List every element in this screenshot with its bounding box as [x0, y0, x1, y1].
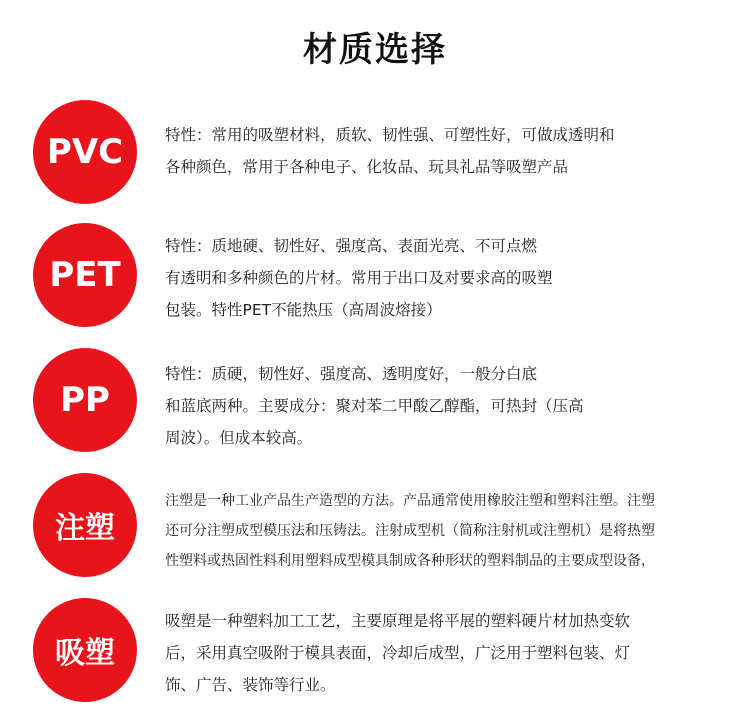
process-description-injection	[165, 486, 655, 576]
description-line: 还可分注塑成型模压法和压铸法。注射成型机（简称注射机或注塑机）是将热塑	[165, 523, 655, 539]
material-description-pp	[165, 358, 584, 454]
material-description-pet	[165, 230, 553, 326]
description-line: 包装。特性PET不能热压（高周波熔接）	[165, 301, 442, 319]
description-line: 注塑是一种工业产品生产造型的方法。产品通常使用橡胶注塑和塑料注塑。注塑	[165, 493, 655, 509]
description-line: 有透明和多种颜色的片材。常用于出口及对要求高的吸塑	[165, 269, 553, 287]
page-title: 材质选择	[303, 30, 447, 70]
description-line: 周波）。但成本较高。	[165, 429, 313, 447]
process-badge-injection: 注塑	[33, 473, 137, 577]
description-line: 吸塑是一种塑料加工工艺，主要原理是将平展的塑料硬片材加热变软	[165, 612, 631, 630]
material-badge-pp: PP	[33, 348, 137, 452]
description-line: 特性：质硬，韧性好、强度高、透明度好，一般分白底	[165, 365, 538, 383]
description-line: 后，采用真空吸附于模具表面，冷却后成型，广泛用于塑料包装、灯	[165, 644, 631, 662]
description-line: 饰、广告、装饰等行业。	[165, 676, 336, 694]
description-line: 各种颜色，常用于各种电子、化妆品、玩具礼品等吸塑产品	[165, 158, 569, 176]
description-line: 特性：质地硬、韧性好、强度高、表面光亮、不可点燃	[165, 237, 538, 255]
description-line: 和蓝底两种。主要成分：聚对苯二甲酸乙醇酯，可热封（压高	[165, 397, 584, 415]
description-line: 特性：常用的吸塑材料，质软、韧性强、可塑性好，可做成透明和	[165, 126, 615, 144]
process-description-vacuum-forming	[165, 605, 630, 701]
process-badge-vacuum-forming: 吸塑	[33, 598, 137, 702]
description-line: 性塑料或热固性料利用塑料成型模具制成各种形状的塑料制品的主要成型设备，	[165, 553, 655, 569]
material-description-pvc	[165, 119, 615, 183]
material-badge-pet: PET	[33, 223, 137, 327]
material-badge-pvc: PVC	[33, 100, 137, 204]
